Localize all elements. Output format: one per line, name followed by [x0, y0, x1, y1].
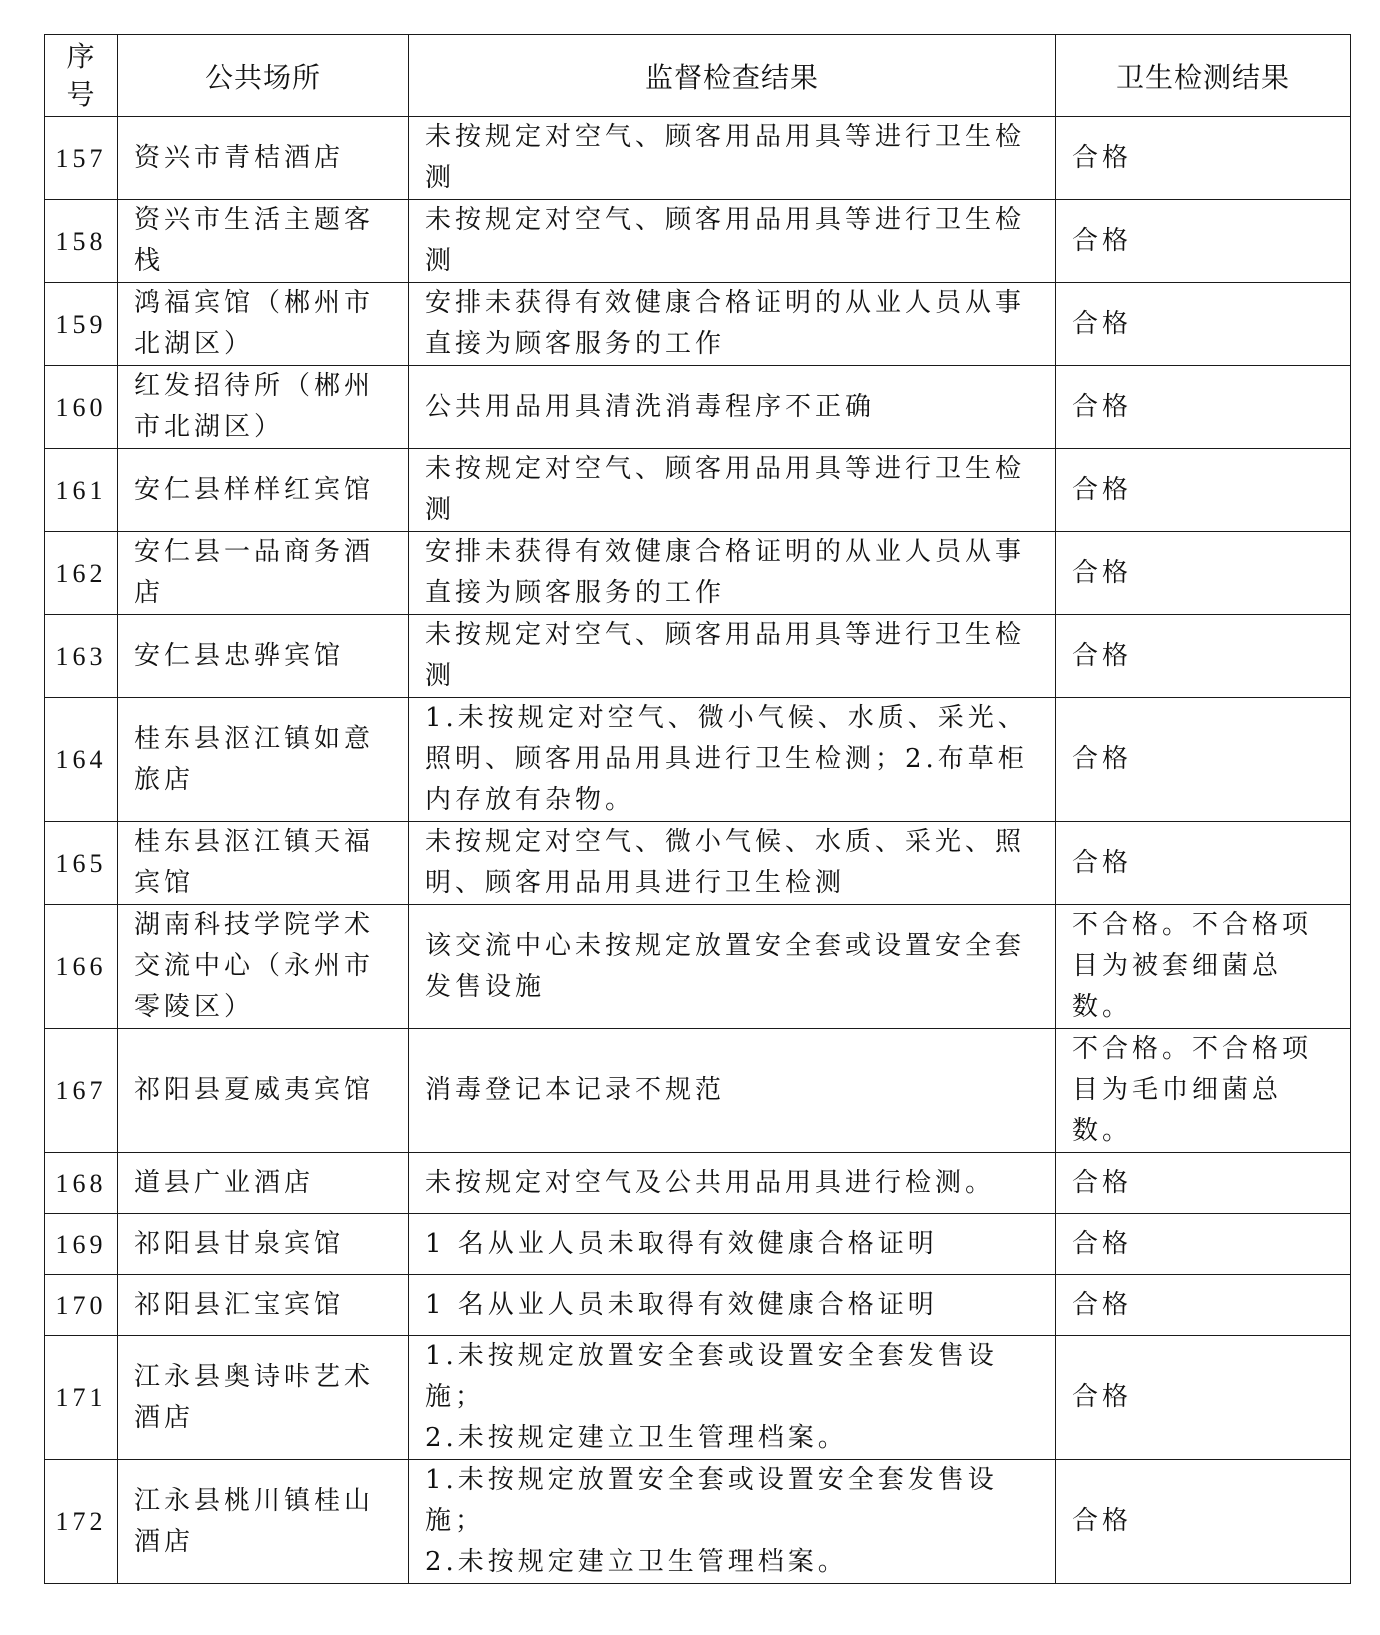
row-inspection-result: 未按规定对空气、微小气候、水质、采光、照明、顾客用品用具进行卫生检测 [409, 822, 1056, 905]
row-inspection-result: 未按规定对空气及公共用品用具进行检测。 [409, 1153, 1056, 1214]
table-row [45, 615, 1351, 698]
row-test-result: 合格 [1056, 1460, 1351, 1584]
row-test-result: 合格 [1056, 1153, 1351, 1214]
row-inspection-result: 1.未按规定放置安全套或设置安全套发售设施； 2.未按规定建立卫生管理档案。 [409, 1460, 1056, 1584]
table-row [45, 1460, 1351, 1584]
row-public-place: 江永县桃川镇桂山酒店 [118, 1460, 409, 1584]
row-public-place: 道县广业酒店 [118, 1153, 409, 1214]
row-test-result: 合格 [1056, 822, 1351, 905]
document-page [44, 34, 1350, 1584]
row-inspection-result: 安排未获得有效健康合格证明的从业人员从事直接为顾客服务的工作 [409, 532, 1056, 615]
header-public-place: 公共场所 [118, 35, 409, 117]
row-public-place: 安仁县样样红宾馆 [118, 449, 409, 532]
row-inspection-result: 安排未获得有效健康合格证明的从业人员从事直接为顾客服务的工作 [409, 283, 1056, 366]
row-test-result: 合格 [1056, 1214, 1351, 1275]
row-inspection-result: 1 名从业人员未取得有效健康合格证明 [409, 1214, 1056, 1275]
row-public-place: 湖南科技学院学术交流中心（永州市零陵区） [118, 905, 409, 1029]
row-serial-number: 157 [45, 117, 118, 200]
table-row [45, 698, 1351, 822]
row-public-place: 鸿福宾馆（郴州市北湖区） [118, 283, 409, 366]
row-test-result: 合格 [1056, 117, 1351, 200]
row-public-place: 祁阳县甘泉宾馆 [118, 1214, 409, 1275]
table-row [45, 822, 1351, 905]
table-row [45, 1214, 1351, 1275]
row-serial-number: 163 [45, 615, 118, 698]
row-public-place: 安仁县一品商务酒店 [118, 532, 409, 615]
row-serial-number: 158 [45, 200, 118, 283]
row-inspection-result: 未按规定对空气、顾客用品用具等进行卫生检测 [409, 615, 1056, 698]
table-row [45, 200, 1351, 283]
row-test-result: 不合格。不合格项目为被套细菌总数。 [1056, 905, 1351, 1029]
table-row [45, 283, 1351, 366]
row-serial-number: 168 [45, 1153, 118, 1214]
row-public-place: 安仁县忠骅宾馆 [118, 615, 409, 698]
row-test-result: 合格 [1056, 1336, 1351, 1460]
row-inspection-result: 未按规定对空气、顾客用品用具等进行卫生检测 [409, 449, 1056, 532]
row-inspection-result: 未按规定对空气、顾客用品用具等进行卫生检测 [409, 117, 1056, 200]
row-inspection-result: 1 名从业人员未取得有效健康合格证明 [409, 1275, 1056, 1336]
row-serial-number: 160 [45, 366, 118, 449]
row-inspection-result: 消毒登记本记录不规范 [409, 1029, 1056, 1153]
row-inspection-result: 1.未按规定对空气、微小气候、水质、采光、照明、顾客用品用具进行卫生检测；2.布草柜内存放有杂物。 [409, 698, 1056, 822]
row-test-result: 合格 [1056, 449, 1351, 532]
row-public-place: 红发招待所（郴州市北湖区） [118, 366, 409, 449]
row-serial-number: 170 [45, 1275, 118, 1336]
row-serial-number: 162 [45, 532, 118, 615]
row-public-place: 桂东县沤江镇如意旅店 [118, 698, 409, 822]
row-serial-number: 169 [45, 1214, 118, 1275]
row-public-place: 资兴市生活主题客栈 [118, 200, 409, 283]
row-serial-number: 172 [45, 1460, 118, 1584]
row-public-place: 祁阳县夏威夷宾馆 [118, 1029, 409, 1153]
header-inspection-result: 监督检查结果 [409, 35, 1056, 117]
row-test-result: 合格 [1056, 200, 1351, 283]
row-public-place: 江永县奥诗咔艺术酒店 [118, 1336, 409, 1460]
row-serial-number: 165 [45, 822, 118, 905]
row-test-result: 合格 [1056, 698, 1351, 822]
header-serial-number: 序 号 [45, 35, 118, 117]
row-serial-number: 166 [45, 905, 118, 1029]
row-serial-number: 171 [45, 1336, 118, 1460]
row-test-result: 合格 [1056, 366, 1351, 449]
table-row [45, 117, 1351, 200]
table-row [45, 366, 1351, 449]
row-test-result: 合格 [1056, 283, 1351, 366]
row-inspection-result: 公共用品用具清洗消毒程序不正确 [409, 366, 1056, 449]
row-serial-number: 161 [45, 449, 118, 532]
table-row [45, 905, 1351, 1029]
row-inspection-result: 未按规定对空气、顾客用品用具等进行卫生检测 [409, 200, 1056, 283]
table-row [45, 1275, 1351, 1336]
row-serial-number: 159 [45, 283, 118, 366]
table-body [45, 117, 1351, 1584]
row-test-result: 不合格。不合格项目为毛巾细菌总数。 [1056, 1029, 1351, 1153]
table-row [45, 449, 1351, 532]
table-header-row [45, 35, 1351, 117]
row-test-result: 合格 [1056, 1275, 1351, 1336]
row-public-place: 祁阳县汇宝宾馆 [118, 1275, 409, 1336]
table-row [45, 1153, 1351, 1214]
row-inspection-result: 该交流中心未按规定放置安全套或设置安全套发售设施 [409, 905, 1056, 1029]
row-public-place: 资兴市青桔酒店 [118, 117, 409, 200]
row-serial-number: 167 [45, 1029, 118, 1153]
inspection-results-table [44, 34, 1351, 1584]
header-test-result: 卫生检测结果 [1056, 35, 1351, 117]
table-row [45, 1029, 1351, 1153]
row-serial-number: 164 [45, 698, 118, 822]
row-inspection-result: 1.未按规定放置安全套或设置安全套发售设施； 2.未按规定建立卫生管理档案。 [409, 1336, 1056, 1460]
table-row [45, 1336, 1351, 1460]
row-test-result: 合格 [1056, 532, 1351, 615]
row-public-place: 桂东县沤江镇天福宾馆 [118, 822, 409, 905]
row-test-result: 合格 [1056, 615, 1351, 698]
table-row [45, 532, 1351, 615]
